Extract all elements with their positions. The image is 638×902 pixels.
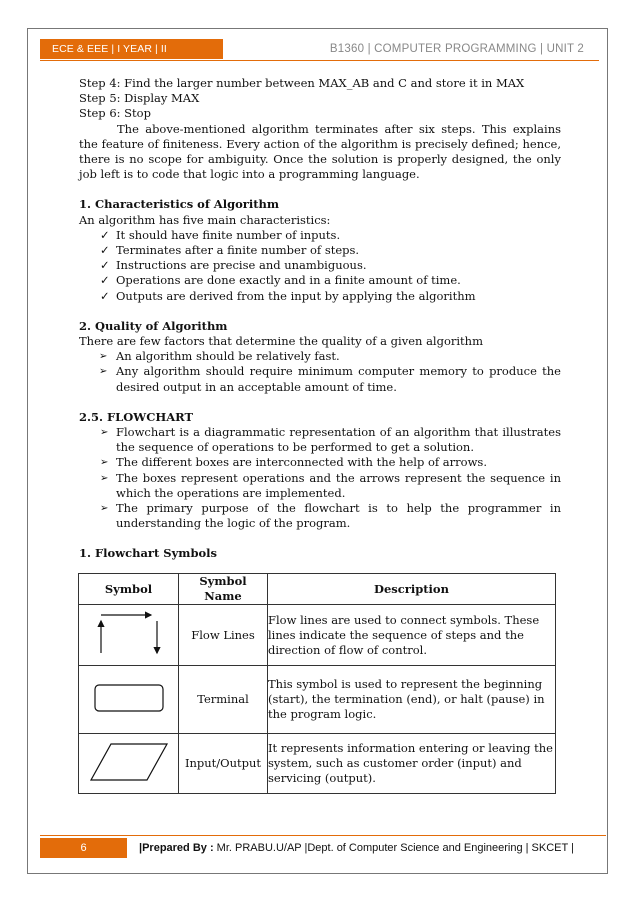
symbols-heading: 1. Flowchart Symbols [79, 546, 218, 561]
flowchart-symbols-table [78, 573, 556, 794]
description-cell: It represents information entering or leaving the system, such as customer order (input) and servicing (output). [268, 734, 556, 794]
page-number: 6 [40, 838, 127, 858]
flowchart-heading: 2.5. FLOWCHART [79, 409, 194, 424]
terminal-icon [89, 680, 169, 716]
list-item: ✓ Outputs are derived from the input by applying the algorithm [100, 288, 476, 303]
column-header-symbol: Symbol [79, 574, 179, 605]
step-6: Step 6: Stop [79, 106, 151, 121]
table-header-row [79, 574, 556, 605]
header-course-label: ECE & EEE | I YEAR | II SEMESTER [40, 39, 223, 59]
list-item: ➢ The boxes represent operations and the arrows represent the sequence in which the operations are implemented. [100, 470, 561, 500]
flowchart-list [79, 425, 561, 531]
symbol-cell [79, 666, 179, 734]
list-item: ➢ The different boxes are interconnected with the help of arrows. [100, 455, 487, 470]
footer-divider [40, 835, 606, 836]
symbol-name-cell: Terminal [179, 666, 268, 734]
arrow-bullet-icon: ➢ [99, 351, 108, 363]
checkmark-icon: ✓ [100, 258, 110, 273]
characteristics-intro: An algorithm has five main characteristics: [79, 212, 331, 227]
symbol-name-cell: Input/Output [179, 734, 268, 794]
checkmark-icon: ✓ [100, 243, 110, 258]
quality-list [79, 349, 561, 395]
header-divider [40, 60, 599, 61]
checkmark-icon: ✓ [100, 288, 110, 303]
checkmark-icon: ✓ [100, 227, 110, 242]
arrow-bullet-icon: ➢ [100, 427, 109, 439]
arrow-bullet-icon: ➢ [99, 366, 108, 378]
input-output-icon [87, 740, 171, 784]
arrow-bullet-icon: ➢ [100, 472, 109, 484]
symbol-cell [79, 734, 179, 794]
column-header-description: Description [268, 574, 556, 605]
list-item: ➢ Any algorithm should require minimum computer memory to produce the desired output in an acceptable amount of time. [99, 364, 561, 394]
finiteness-paragraph: The above-mentioned algorithm terminates after six steps. This explains the feature of finiteness. Every action of the algorithm is precisely defined; hence, there is no scope for ambiguity. Once the solution is properly designed, the only job left is to code that logic into a programming language. [79, 121, 561, 182]
header-subject-label: B1360 | COMPUTER PROGRAMMING | UNIT 2 [329, 43, 584, 55]
table-row [79, 666, 556, 734]
footer-credit [139, 838, 574, 858]
list-item: ➢ Flowchart is a diagrammatic representation of an algorithm that illustrates the sequence of operations to be performed to get a solution. [100, 425, 561, 455]
description-cell: Flow lines are used to connect symbols. These lines indicate the sequence of steps and the direction of flow of control. [268, 605, 556, 666]
page-content [79, 76, 561, 562]
column-header-symbol-name: Symbol Name [179, 574, 268, 605]
characteristics-heading: 1. Characteristics of Algorithm [79, 197, 280, 212]
table-row [79, 734, 556, 794]
list-item: ✓ Operations are done exactly and in a finite amount of time. [100, 273, 461, 288]
prepared-label: |Prepared By : [139, 842, 214, 854]
checkmark-icon: ✓ [100, 273, 110, 288]
flow-lines-icon [89, 605, 169, 661]
list-item: ✓ It should have finite number of inputs. [100, 227, 341, 242]
step-5: Step 5: Display MAX [79, 91, 200, 106]
list-item: ➢ An algorithm should be relatively fast. [99, 349, 340, 364]
quality-intro: There are few factors that determine the quality of a given algorithm [79, 334, 483, 349]
arrow-bullet-icon: ➢ [100, 503, 109, 515]
characteristics-list [79, 228, 561, 304]
list-item: ✓ Instructions are precise and unambiguous. [100, 258, 367, 273]
symbol-cell [79, 605, 179, 666]
symbol-name-cell: Flow Lines [179, 605, 268, 666]
table-row [79, 605, 556, 666]
prepared-text: Mr. PRABU.U/AP |Dept. of Computer Science and Engineering | SKCET | [213, 842, 574, 854]
step-4: Step 4: Find the larger number between MAX_AB and C and store it in MAX [79, 76, 525, 90]
list-item: ➢ The primary purpose of the flowchart is to help the programmer in understanding the logic of the program. [100, 501, 561, 531]
quality-heading: 2. Quality of Algorithm [79, 318, 228, 333]
description-cell: This symbol is used to represent the beginning (start), the termination (end), or halt (pause) in the program logic. [268, 666, 556, 734]
arrow-bullet-icon: ➢ [100, 457, 109, 469]
list-item: ✓ Terminates after a finite number of steps. [100, 243, 360, 258]
